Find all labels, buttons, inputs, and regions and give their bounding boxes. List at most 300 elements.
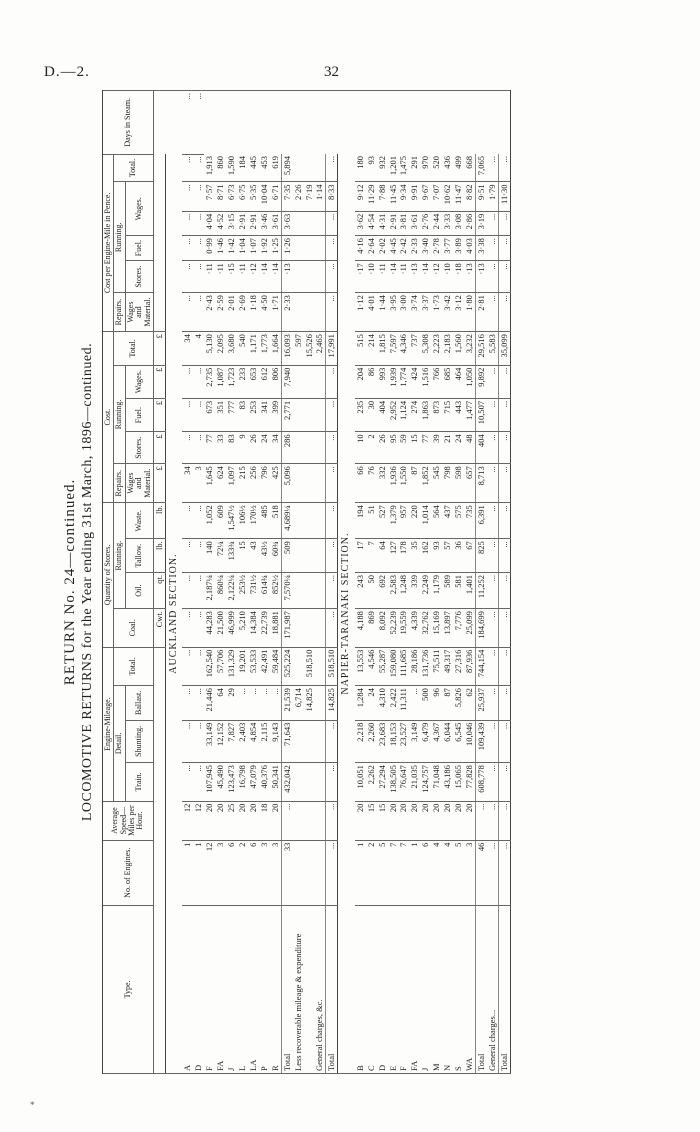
table-cell: 4,188 [355, 609, 366, 648]
table-cell: 1,773 [259, 332, 270, 366]
table-cell: 1,936 [388, 464, 399, 503]
section-title-row [165, 91, 182, 1074]
table-cell: 9·67 [420, 182, 431, 211]
table-cell: 4,346 [398, 332, 409, 366]
table-cell: ·18 [453, 261, 464, 293]
table-cell: 59,484 [270, 647, 281, 686]
table-cell: 425 [270, 464, 281, 503]
table-cell [293, 609, 304, 648]
table-cell: ... [487, 539, 498, 573]
col-pm-repairs: Repairs. [114, 293, 125, 332]
table-cell: 25,099 [464, 609, 475, 648]
table-cell: 162 [420, 539, 431, 573]
table-cell: 87,936 [464, 647, 475, 686]
table-cell: 500 [420, 686, 431, 721]
table-cell: 7·07 [431, 182, 442, 211]
table-cell: 1,401 [464, 573, 475, 609]
table-cell: ... [498, 573, 510, 609]
table-cell: ... [182, 686, 193, 721]
table-cell: 15,526 [304, 332, 315, 366]
table-cell: 5,583 [487, 332, 498, 366]
table-cell: ... [182, 236, 193, 261]
table-cell: 24 [366, 686, 377, 721]
table-cell: 123,473 [226, 763, 237, 802]
table-cell [304, 720, 315, 762]
table-cell: ... [193, 647, 204, 686]
table-cell [314, 211, 325, 235]
table-cell: 60¾ [270, 539, 281, 573]
table-cell: ... [487, 154, 498, 182]
table-cell: 18 [259, 801, 270, 840]
table-cell: ... [326, 211, 338, 235]
table-row [215, 91, 226, 1074]
table-cell: ... [182, 365, 193, 398]
table-cell: 3·00 [398, 293, 409, 332]
table-cell: 6,714 [293, 686, 304, 721]
table-cell: 33 [215, 432, 226, 464]
table-cell: 619 [270, 154, 281, 182]
table-cell: ... [182, 91, 193, 155]
section-title: NAPIER-TARANAKI SECTION. [338, 154, 355, 1073]
table-cell: 19,201 [237, 647, 248, 686]
table-cell: 133¾ [226, 539, 237, 573]
table-cell [293, 154, 304, 182]
table-cell: ... [182, 647, 193, 686]
table-cell: 6,044 [442, 720, 453, 762]
unit-row-spacer [153, 647, 165, 1073]
table-cell: 2·86 [464, 211, 475, 235]
table-cell: 2·01 [226, 293, 237, 332]
table-cell [293, 261, 304, 293]
col-speed: Average Speed—Miles per Hour. [103, 801, 154, 840]
table-cell: ... [487, 647, 498, 686]
table-cell: 2,095 [215, 332, 226, 366]
table-cell: 1·46 [215, 236, 226, 261]
col-days: Days in Steam. [103, 91, 154, 155]
table-cell: 76,647 [398, 763, 409, 802]
table-cell: ·13 [409, 261, 420, 293]
col-mileage-total: Total. [114, 647, 154, 686]
table-cell: 2 [366, 840, 377, 905]
table-cell: 71,643 [281, 720, 292, 762]
table-cell: 1,590 [226, 154, 237, 182]
table-cell: 5,210 [237, 609, 248, 648]
table-cell: 64 [377, 539, 388, 573]
table-cell [293, 720, 304, 762]
table-cell: 1,097 [226, 464, 237, 503]
table-cell: 1·92 [259, 236, 270, 261]
table-cell: 6·73 [226, 182, 237, 211]
table-cell: ·14 [388, 261, 399, 293]
table-cell: 3·19 [475, 211, 486, 235]
table-cell: 40,376 [259, 763, 270, 802]
col-cost-total: Total. [114, 332, 154, 366]
table-cell: 1,179 [431, 573, 442, 609]
table-cell: 518 [270, 503, 281, 539]
table-cell: ... [193, 236, 204, 261]
table-cell: 109,439 [475, 720, 486, 762]
table-cell: ... [487, 609, 498, 648]
table-cell: 17,991 [326, 332, 338, 366]
table-cell: 3·08 [453, 211, 464, 235]
table-cell: 124,757 [420, 763, 431, 802]
table-cell: 2,403 [237, 720, 248, 762]
table-cell: 1 [193, 840, 204, 905]
table-cell: 443 [453, 398, 464, 432]
table-cell: 64 [215, 686, 226, 721]
table-cell: D [193, 905, 204, 1073]
table-cell: ... [182, 503, 193, 539]
table-cell: 34 [182, 332, 193, 366]
unit-tallow: lb. [153, 539, 165, 573]
table-cell: 598 [453, 464, 464, 503]
table-cell: 7·19 [304, 182, 315, 211]
table-cell [314, 840, 325, 905]
table-cell: 4·04 [204, 211, 215, 235]
table-cell: ... [487, 763, 498, 802]
table-cell: 3,149 [409, 720, 420, 762]
table-cell: ... [487, 801, 498, 840]
table-cell: 1,014 [420, 503, 431, 539]
table-cell: 464 [453, 365, 464, 398]
table-cell: 57,706 [215, 647, 226, 686]
table-cell: 2·59 [215, 293, 226, 332]
table-cell: 3,232 [464, 332, 475, 366]
table-cell: 30 [366, 398, 377, 432]
unit-coal: Cwt. [153, 609, 165, 648]
table-cell: ... [193, 91, 204, 155]
table-cell: 7·88 [377, 182, 388, 211]
table-row [193, 91, 204, 1074]
table-cell: 8,713 [475, 464, 486, 503]
table-cell: 15 [237, 539, 248, 573]
table-cell: 14,384 [248, 609, 259, 648]
table-cell: ... [281, 801, 292, 840]
table-cell: 540 [237, 332, 248, 366]
table-cell: ... [498, 840, 510, 905]
table-cell: 49,317 [442, 647, 453, 686]
table-cell: 34 [182, 464, 193, 503]
table-cell: ... [487, 211, 498, 235]
table-cell: 1,087 [215, 365, 226, 398]
table-cell: ... [182, 398, 193, 432]
table-cell [314, 763, 325, 802]
table-cell: 24 [259, 432, 270, 464]
table-cell: 3·38 [475, 236, 486, 261]
table-cell: 2·69 [237, 293, 248, 332]
table-cell: 2,735 [204, 365, 215, 398]
table-cell: 7·57 [204, 182, 215, 211]
section-title-row [338, 91, 355, 1074]
table-cell [293, 293, 304, 332]
table-cell: 7,597 [388, 332, 399, 366]
table-cell: 614¾ [259, 573, 270, 609]
table-cell: 1,171 [248, 332, 259, 366]
table-cell: 29,516 [475, 332, 486, 366]
table-cell [304, 503, 315, 539]
table-cell [304, 801, 315, 840]
table-cell: 274 [409, 398, 420, 432]
table-cell: ·10 [366, 261, 377, 293]
table-cell: 1,547½ [226, 503, 237, 539]
table-cell: ... [193, 720, 204, 762]
table-cell [304, 573, 315, 609]
table-cell: 3·61 [270, 211, 281, 235]
table-cell: 87 [442, 686, 453, 721]
table-cell [304, 539, 315, 573]
table-cell: 9,143 [270, 720, 281, 762]
table-cell: 10 [355, 432, 366, 464]
table-cell: ... [326, 840, 338, 905]
table-cell: 2 [237, 840, 248, 905]
table-cell: 518,510 [326, 647, 338, 686]
table-cell: ... [259, 686, 270, 721]
table-cell: ... [270, 686, 281, 721]
table-cell: 6 [248, 840, 259, 905]
table-cell: FA [215, 905, 226, 1073]
table-cell: 869 [366, 609, 377, 648]
table-cell: 3·12 [453, 293, 464, 332]
table-cell: ... [487, 365, 498, 398]
table-cell [314, 236, 325, 261]
col-cost-running: Running. [114, 365, 125, 464]
table-row [420, 91, 431, 1074]
col-cost-repairs: Repairs. [114, 464, 125, 503]
table-cell: 1·42 [226, 236, 237, 261]
table-cell: 96 [431, 686, 442, 721]
table-cell: 2·44 [431, 211, 442, 235]
table-cell: ... [326, 464, 338, 503]
table-cell: 83 [226, 432, 237, 464]
table-cell [304, 154, 315, 182]
table-cell: 404 [377, 398, 388, 432]
col-cost-wages: Wages. [125, 365, 153, 398]
table-cell: 1·73 [431, 293, 442, 332]
table-cell: D [377, 905, 388, 1073]
table-cell: 2·64 [366, 236, 377, 261]
table-cell: 860 [215, 154, 226, 182]
table-cell: ... [182, 763, 193, 802]
table-cell: 9,892 [475, 365, 486, 398]
col-stores-running: Running. [114, 503, 125, 609]
table-cell: ... [498, 211, 510, 235]
table-cell: 11·30 [498, 182, 510, 211]
table-cell: 3·15 [226, 211, 237, 235]
table-cell: ... [326, 365, 338, 398]
extra-row [293, 91, 304, 1074]
table-cell: 589 [442, 573, 453, 609]
table-cell: 437 [442, 503, 453, 539]
table-cell: 4·50 [259, 293, 270, 332]
table-cell: ... [193, 261, 204, 293]
table-cell: 162,540 [204, 647, 215, 686]
table-cell: 5,130 [204, 332, 215, 366]
table-cell: ... [487, 432, 498, 464]
table-cell: 19,559 [398, 609, 409, 648]
table-cell: ... [487, 293, 498, 332]
table-cell: 1,379 [388, 503, 399, 539]
table-cell: 171,987 [281, 609, 292, 648]
table-cell: 1,201 [388, 154, 399, 182]
table-cell: 2·76 [420, 211, 431, 235]
table-cell: 10·04 [259, 182, 270, 211]
unit-money: £ [153, 332, 165, 366]
table-cell: 341 [259, 398, 270, 432]
table-cell: 1·14 [314, 182, 325, 211]
table-cell: 499 [453, 154, 464, 182]
table-row [248, 91, 259, 1074]
unit-money: £ [153, 365, 165, 398]
table-cell: ·13 [281, 261, 292, 293]
table-cell: ... [193, 293, 204, 332]
table-cell: A [182, 905, 193, 1073]
table-cell: 131,329 [226, 647, 237, 686]
table-cell: 1,815 [377, 332, 388, 366]
table-cell: 24 [453, 432, 464, 464]
table-cell: 138,505 [388, 763, 399, 802]
table-cell: 957 [398, 503, 409, 539]
table-cell: FA [409, 905, 420, 1073]
table-body [165, 91, 510, 1074]
table-cell: ... [326, 154, 338, 182]
table-cell: 12 [193, 801, 204, 840]
table-cell: 14,825 [326, 686, 338, 721]
table-cell: 32,762 [420, 609, 431, 648]
table-cell: 1,052 [204, 503, 215, 539]
footnote-mark: * [30, 1100, 35, 1110]
table-cell: 10,507 [475, 398, 486, 432]
table-cell [293, 398, 304, 432]
table-cell: 71,048 [431, 763, 442, 802]
table-cell: 5 [453, 840, 464, 905]
table-cell: 2·26 [293, 182, 304, 211]
table-cell: 6·75 [237, 182, 248, 211]
col-cost-fuel: Fuel. [125, 398, 153, 432]
table-cell: 214 [366, 332, 377, 366]
table-cell: ... [498, 464, 510, 503]
table-cell: 3·37 [420, 293, 431, 332]
table-cell: 668 [464, 154, 475, 182]
table-row [464, 91, 475, 1074]
table-cell: 1·25 [270, 236, 281, 261]
table-cell: 1,560 [453, 332, 464, 366]
table-cell: J [420, 905, 431, 1073]
table-cell: ... [498, 236, 510, 261]
table-cell: 11·47 [453, 182, 464, 211]
table-cell: 204 [355, 365, 366, 398]
table-cell: 11·45 [388, 182, 399, 211]
table-cell: 27,294 [377, 763, 388, 802]
table-cell: 2·78 [431, 236, 442, 261]
table-cell: 106½ [237, 503, 248, 539]
table-cell: 2,262 [366, 763, 377, 802]
table-cell: ... [193, 539, 204, 573]
table-cell: 4,689¼ [281, 503, 292, 539]
table-cell: 286 [281, 432, 292, 464]
table-row [388, 91, 399, 1074]
table-cell: ... [193, 573, 204, 609]
table-cell: 1·79 [487, 182, 498, 211]
table-cell: 20 [420, 801, 431, 840]
table-cell: 170½ [248, 503, 259, 539]
table-cell: 4 [193, 332, 204, 366]
table-row [366, 91, 377, 1074]
col-pm-running: Running. [114, 182, 125, 293]
table-cell: ... [326, 236, 338, 261]
table-cell [314, 293, 325, 332]
table-cell: 4,546 [366, 647, 377, 686]
table-cell: ·13 [464, 261, 475, 293]
table-cell: 1,516 [420, 365, 431, 398]
table-cell: 2,183 [442, 332, 453, 366]
table-cell: 235 [355, 398, 366, 432]
table-cell: General charges... [487, 905, 498, 1073]
table-cell: 6·71 [270, 182, 281, 211]
table-cell: 20 [248, 801, 259, 840]
table-cell: 715 [442, 398, 453, 432]
table-cell: 2·02 [377, 236, 388, 261]
table-cell: ... [248, 686, 259, 721]
locomotive-returns-table [102, 90, 511, 1074]
table-cell: ... [193, 503, 204, 539]
rotated-table-area [62, 82, 662, 1082]
table-cell: ... [193, 365, 204, 398]
table-cell: ... [498, 432, 510, 464]
table-cell: 575 [453, 503, 464, 539]
table-cell: 2,115 [259, 720, 270, 762]
table-cell: ... [326, 398, 338, 432]
table-cell: 4,854 [248, 720, 259, 762]
table-cell: 8,092 [377, 609, 388, 648]
table-cell: 3·61 [409, 211, 420, 235]
table-cell: 15 [377, 801, 388, 840]
table-cell: 46,999 [226, 609, 237, 648]
table-cell [304, 840, 315, 905]
table-cell: ... [326, 720, 338, 762]
table-cell [314, 686, 325, 721]
unit-money: £ [153, 464, 165, 503]
table-cell: 2,122¼ [226, 573, 237, 609]
table-cell: 20 [442, 801, 453, 840]
table-cell: 7 [388, 840, 399, 905]
table-cell: 873 [431, 398, 442, 432]
table-cell: 744,154 [475, 647, 486, 686]
return-subtitle: LOCOMOTIVE RETURNS for the Year ending 31st March, 1896—continued. [80, 342, 95, 822]
table-cell [293, 236, 304, 261]
table-cell: 16,093 [281, 332, 292, 366]
table-cell [314, 398, 325, 432]
table-cell: 22,739 [259, 609, 270, 648]
table-cell: 13,553 [355, 647, 366, 686]
table-cell [293, 840, 304, 905]
table-cell: ... [326, 261, 338, 293]
table-cell [314, 365, 325, 398]
table-cell [293, 763, 304, 802]
table-cell: 3·74 [409, 293, 420, 332]
table-cell: 5,096 [281, 464, 292, 503]
table-row [237, 91, 248, 1074]
table-cell: ·10 [442, 261, 453, 293]
table-cell: 86 [366, 365, 377, 398]
col-shunting: Shunting. [125, 720, 153, 762]
table-cell: 3 [270, 840, 281, 905]
table-cell: ... [193, 211, 204, 235]
table-cell [293, 647, 304, 686]
table-cell: 18,881 [270, 609, 281, 648]
table-cell: 34 [270, 432, 281, 464]
table-cell: 1 [355, 840, 366, 905]
table-cell: 12,152 [215, 720, 226, 762]
